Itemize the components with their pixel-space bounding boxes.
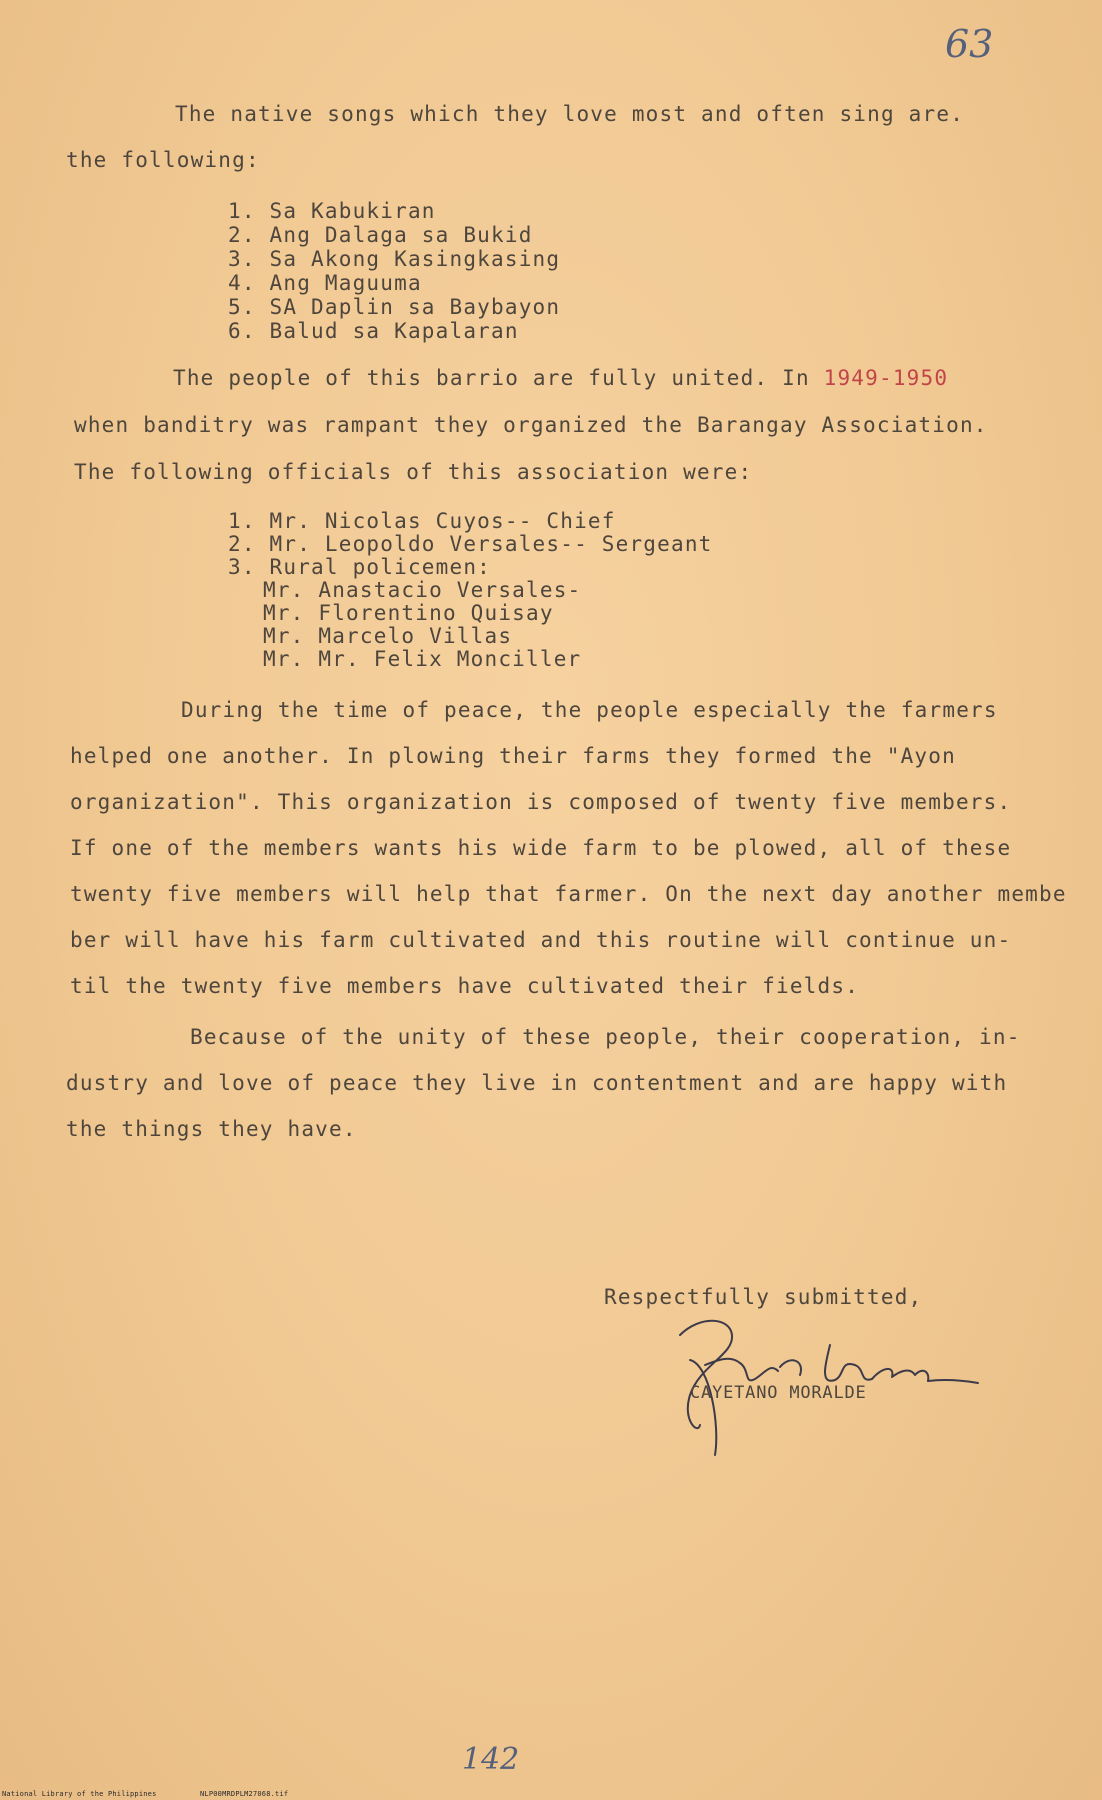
song-item: 6. Balud sa Kapalaran (228, 319, 519, 343)
song-item: 3. Sa Akong Kasingkasing (228, 247, 561, 271)
songs-intro-line-1: The native songs which they love most and often sing are. (175, 102, 965, 126)
peace-line: During the time of peace, the people especially the farmers (181, 698, 998, 722)
official-item: Mr. Marcelo Villas (263, 624, 513, 648)
official-item: 3. Rural policemen: (228, 555, 492, 579)
official-item: 1. Mr. Nicolas Cuyos-- Chief (228, 509, 616, 533)
closing-line: dustry and love of peace they live in contentment and are happy with (66, 1071, 1008, 1095)
footer-library: National Library of the Philippines (2, 1790, 157, 1798)
songs-intro-line-2: the following: (66, 148, 260, 172)
official-item: Mr. Anastacio Versales- (263, 578, 582, 602)
unity-line-3: The following officials of this association were: (74, 460, 753, 484)
official-item: 2. Mr. Leopoldo Versales-- Sergeant (228, 532, 713, 556)
song-item: 2. Ang Dalaga sa Bukid (228, 223, 533, 247)
peace-line: helped one another. In plowing their farms they formed the "Ayon (70, 744, 956, 768)
song-item: 1. Sa Kabukiran (228, 199, 436, 223)
song-item: 5. SA Daplin sa Baybayon (228, 295, 561, 319)
signoff: Respectfully submitted, (604, 1285, 923, 1309)
song-item: 4. Ang Maguuma (228, 271, 422, 295)
official-item: Mr. Mr. Felix Monciller (263, 647, 582, 671)
peace-line: til the twenty five members have cultivated their fields. (70, 974, 860, 998)
unity-line-1-text: The people of this barrio are fully united. In (173, 366, 824, 390)
footer-filename: NLP00MRDPLM27068.tif (200, 1790, 289, 1798)
unity-line-2: when banditry was rampant they organized the Barangay Association. (74, 413, 988, 437)
bottom-handwritten-number: 142 (462, 1742, 520, 1777)
unity-years: 1949-1950 (823, 366, 949, 390)
peace-line: ber will have his farm cultivated and this routine will continue un- (70, 928, 1012, 952)
peace-line: organization". This organization is composed of twenty five members. (70, 790, 1012, 814)
page-number: 63 (945, 22, 994, 66)
closing-line: Because of the unity of these people, their cooperation, in- (190, 1025, 1021, 1049)
signer-name: CAYETANO MORALDE (690, 1383, 867, 1403)
peace-line: If one of the members wants his wide farm to be plowed, all of these (70, 836, 1012, 860)
official-item: Mr. Florentino Quisay (263, 601, 554, 625)
closing-line: the things they have. (66, 1117, 357, 1141)
peace-line: twenty five members will help that farmer. On the next day another membe (70, 882, 1067, 906)
unity-line-1 (173, 366, 948, 390)
